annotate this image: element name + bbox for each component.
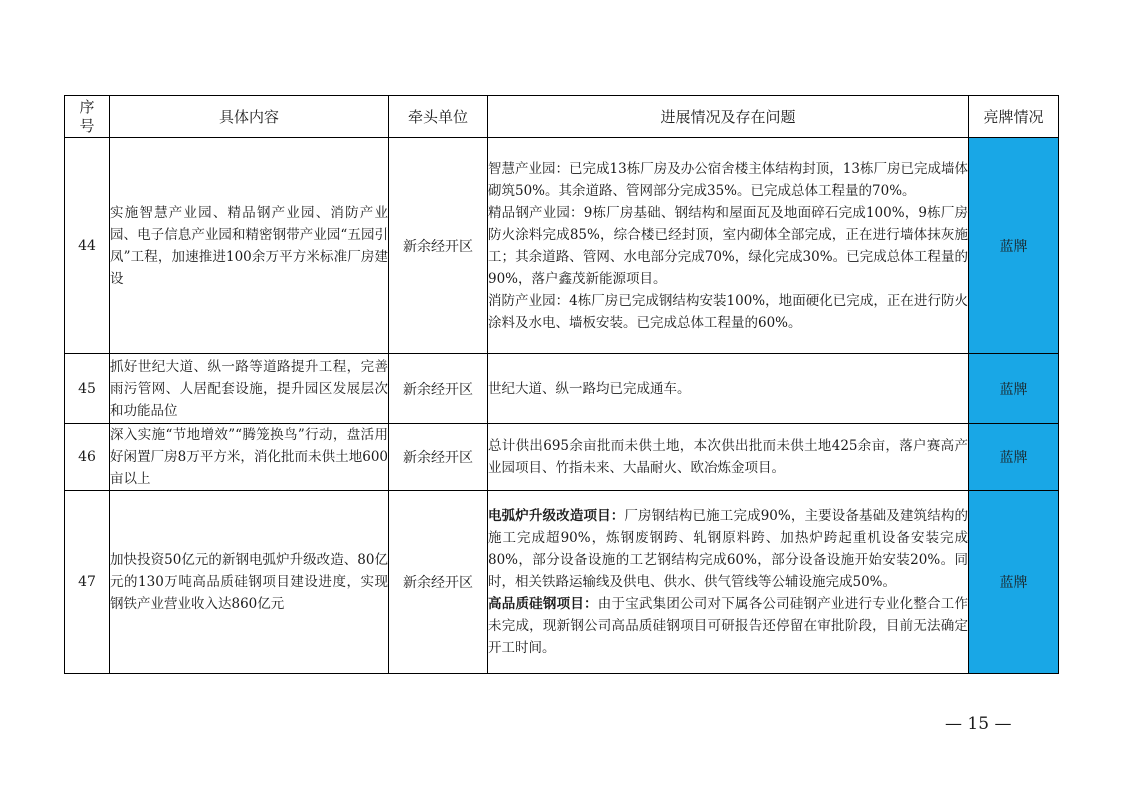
status-badge: 蓝牌 <box>969 138 1059 354</box>
header-unit: 牵头单位 <box>389 96 488 138</box>
row-number: 46 <box>65 424 110 491</box>
row-content: 抓好世纪大道、纵一路等道路提升工程，完善雨污管网、人居配套设施，提升园区发展层次和功能品位 <box>110 354 389 424</box>
row-number: 47 <box>65 491 110 674</box>
row-content: 加快投资50亿元的新钢电弧炉升级改造、80亿元的130万吨高品质硅钢项目建设进度，实现钢铁产业营业收入达860亿元 <box>110 491 389 674</box>
table-row <box>65 424 1059 491</box>
row-unit: 新余经开区 <box>389 138 488 354</box>
row-progress <box>488 424 969 491</box>
status-badge: 蓝牌 <box>969 354 1059 424</box>
page-number: — 15 — <box>945 714 1012 734</box>
row-progress <box>488 138 969 354</box>
row-number: 44 <box>65 138 110 354</box>
progress-paragraph: 精品钢产业园：9栋厂房基础、钢结构和屋面瓦及地面碎石完成100%，9栋厂房防火涂料完成85%，综合楼已经封顶，室内砌体全部完成，正在进行墙体抹灰施工；其余道路、管网、水电部分完成70%，绿化完成30%。已完成总体工程量的90%，落户鑫茂新能源项目。 <box>488 204 968 287</box>
progress-paragraph: 总计供出695余亩批而未供土地，本次供出批而未供土地425余亩，落户赛高产业园项目、竹指未来、大晶耐火、欧冶炼金项目。 <box>488 438 968 476</box>
progress-paragraph: 世纪大道、纵一路均已完成通车。 <box>488 380 691 397</box>
header-progress: 进展情况及存在问题 <box>488 96 969 138</box>
row-content: 深入实施“节地增效”“腾笼换鸟”行动，盘活用好闲置厂房8万平方米，消化批而未供土地600亩以上 <box>110 424 389 491</box>
row-unit: 新余经开区 <box>389 491 488 674</box>
table-row <box>65 138 1059 354</box>
row-number: 45 <box>65 354 110 424</box>
progress-table <box>64 95 1059 674</box>
status-badge: 蓝牌 <box>969 491 1059 674</box>
progress-paragraph: 电弧炉升级改造项目：厂房钢结构已施工完成90%，主要设备基础及建筑结构的施工完成超90%，炼钢废钢跨、轧钢原料跨、加热炉跨起重机设备安装完成80%，部分设备设施的工艺钢结构完成60%，部分设备设施开始安装20%。同时，相关铁路运输线及供电、供水、供气管线等公辅设施完成50%。 <box>488 508 968 590</box>
header-no: 序 号 <box>65 96 110 138</box>
table-row <box>65 491 1059 674</box>
progress-paragraph: 智慧产业园：已完成13栋厂房及办公宿舍楼主体结构封顶，13栋厂房已完成墙体砌筑50%。其余道路、管网部分完成35%。已完成总体工程量的70%。 <box>488 160 968 199</box>
progress-paragraph: 高品质硅钢项目：由于宝武集团公司对下属各公司硅钢产业进行专业化整合工作未完成，现新钢公司高品质硅钢项目可研报告还停留在审批阶段，目前无法确定开工时间。 <box>488 596 969 656</box>
row-unit: 新余经开区 <box>389 354 488 424</box>
header-status: 亮牌情况 <box>969 96 1059 138</box>
header-content: 具体内容 <box>110 96 389 138</box>
row-progress <box>488 354 969 424</box>
row-content: 实施智慧产业园、精品钢产业园、消防产业园、电子信息产业园和精密钢带产业园“五园引凤”工程，加速推进100余万平方米标准厂房建设 <box>110 138 389 354</box>
progress-paragraph: 消防产业园：4栋厂房已完成钢结构安装100%，地面硬化已完成，正在进行防火涂料及水电、墙板安装。已完成总体工程量的60%。 <box>488 292 968 331</box>
table-row <box>65 354 1059 424</box>
row-progress <box>488 491 969 674</box>
table-header-row <box>65 96 1059 138</box>
status-badge: 蓝牌 <box>969 424 1059 491</box>
row-unit: 新余经开区 <box>389 424 488 491</box>
